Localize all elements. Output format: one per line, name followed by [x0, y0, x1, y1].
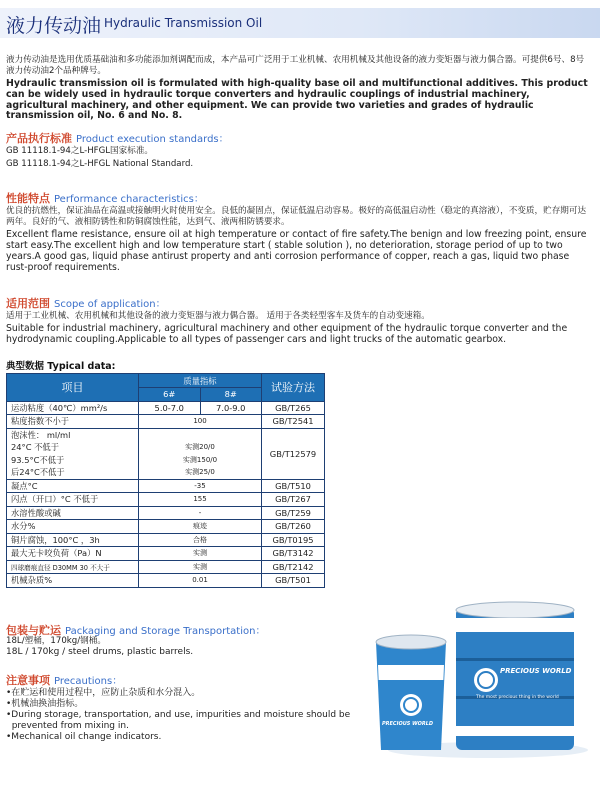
- precaution-line: •机械油换油指标。: [6, 699, 84, 709]
- precautions-title-en: Precautions：: [54, 676, 123, 687]
- row-item: 后24°C不低于: [7, 466, 139, 479]
- row-value: -: [139, 506, 262, 520]
- row-method: GB/T510: [262, 479, 325, 493]
- table-row: [7, 560, 325, 574]
- standards-title-en: Product execution standards：: [76, 134, 229, 145]
- table-row: [7, 401, 325, 415]
- table-row: [7, 493, 325, 507]
- table-head-8: 8#: [200, 388, 262, 402]
- row-item: 93.5°C不低于: [7, 454, 139, 467]
- table-row: [7, 533, 325, 547]
- row-item: 最大无卡咬负荷（Pa）N: [7, 547, 139, 561]
- standards-heading: [6, 130, 229, 146]
- precaution-line: prevented from mixing in.: [6, 721, 129, 731]
- row-method: GB/T3142: [262, 547, 325, 561]
- precaution-line: •在贮运和使用过程中，应防止杂质和水分混入。: [6, 688, 201, 698]
- row-value: 实测: [139, 547, 262, 561]
- standards-line-en: GB 11118.1-94之L-HFGL National Standard.: [6, 159, 194, 169]
- precautions-list: [6, 688, 356, 743]
- intro-cn: 液力传动油是选用优质基础油和多功能添加剂调配而成，本产品可广泛用于工业机械、农用机械及其他设备的液力变矩器与液力偶合器。可提供6号、8号液力传动油2个品种牌号。: [6, 55, 585, 76]
- row-value: 痕迹: [139, 520, 262, 534]
- row-value: [139, 428, 262, 441]
- precaution-line: •During storage, transportation, and use, impurities and moisture should be: [6, 710, 351, 720]
- row-item: 24°C 不低于: [7, 441, 139, 454]
- row-value: -35: [139, 479, 262, 493]
- application-heading: [6, 295, 166, 311]
- row-value: 155: [139, 493, 262, 507]
- row-value: 实测25/0: [139, 466, 262, 479]
- row-method: GB/T259: [262, 506, 325, 520]
- row-item: 四球磨痕直径 D30MM 30 不大于: [7, 560, 139, 574]
- row-method: GB/T2541: [262, 415, 325, 429]
- application-cn: 适用于工业机械、农用机械和其他设备的液力变矩器与液力偶合器。 适用于各类轻型客车及货车的自动变速箱。: [6, 311, 430, 321]
- row-value: 0.01: [139, 574, 262, 588]
- row-value-8: 7.0-9.0: [200, 401, 262, 415]
- table-row: [7, 520, 325, 534]
- drum-brand: PRECIOUS WORLD: [500, 667, 572, 675]
- drum-tagline: The most precious thing in the world: [476, 695, 559, 700]
- performance-heading: [6, 190, 204, 206]
- precautions-heading: [6, 672, 122, 688]
- application-en: Suitable for industrial machinery, agricultural machinery and other equipment of the hydraulic torque converter and the hydrodynamic coupling.Applicable to all types of passenger cars and light trucks of the automatic gearbox.: [6, 323, 568, 345]
- row-method: GB/T260: [262, 520, 325, 534]
- row-item: 粘度指数不小于: [7, 415, 139, 429]
- performance-cn: 优良的抗燃性，保证油品在高温或接触明火时使用安全。良低的凝固点，保证低温启动容易。极好的高低温启动性（稳定的真溶液），不变质，贮存期可达两年。良好的气、液相防锈性和防铜腐蚀性能，达到气、液两相防锈要求。: [6, 206, 587, 227]
- standards-line-cn: GB 11118.1-94之L-HFGL国家标准。: [6, 146, 154, 156]
- row-item: 机械杂质%: [7, 574, 139, 588]
- page-header: [0, 8, 600, 38]
- row-method: GB/T12579: [262, 428, 325, 479]
- application-title-cn: 适用范围: [6, 297, 50, 310]
- page-title-cn: 液力传动油: [6, 15, 102, 37]
- table-row: [7, 415, 325, 429]
- intro-en: Hydraulic transmission oil is formulated with high-quality base oil and multifunctional additives. This product can be widely used in hydraulic torque converters and hydraulic couplings of industrial machinery, agricultural machinery, and other equipment. We can provide two varieties and grades of hydraulic transmission oil, No. 6 and No. 8.: [6, 78, 588, 122]
- row-item: 凝点°C: [7, 479, 139, 493]
- standards-title-cn: 产品执行标准: [6, 132, 72, 145]
- table-row: [7, 428, 325, 441]
- performance-en: Excellent flame resistance, ensure oil at high temperature or contact of fire safety.The benign and low freezing point, ensure start easy.The excellent high and low temperature start ( stable solution ), no deterioration, storage period of up to two years.A good gas, liquid phase antirust property and anti corrosion performance of copper, reach a gas, liquid two phase rust-proof requirements.: [6, 229, 587, 273]
- table-row: [7, 479, 325, 493]
- typical-data-table: [6, 373, 325, 588]
- table-row: [7, 506, 325, 520]
- packaging-title-en: Packaging and Storage Transportation：: [65, 626, 266, 637]
- table-head-6: 6#: [139, 388, 201, 402]
- oil-containers-illustration: [368, 600, 588, 760]
- row-item: 铜片腐蚀，100°C ，3h: [7, 533, 139, 547]
- row-method: GB/T501: [262, 574, 325, 588]
- table-head-method: 试验方法: [262, 374, 325, 402]
- typical-data-title: 典型数据 Typical data:: [6, 361, 116, 372]
- row-item: 闪点（开口）°C 不低于: [7, 493, 139, 507]
- row-value: 实测150/0: [139, 454, 262, 467]
- table-head-item: 项目: [7, 374, 139, 402]
- pail-brand: PRECIOUS WORLD: [382, 721, 434, 727]
- row-item: 运动粘度（40℃）mm²/s: [7, 401, 139, 415]
- row-method: GB/T0195: [262, 533, 325, 547]
- row-value: 100: [139, 415, 262, 429]
- row-value-6: 5.0-7.0: [139, 401, 201, 415]
- row-method: GB/T265: [262, 401, 325, 415]
- performance-title-cn: 性能特点: [6, 192, 50, 205]
- packaging-title-cn: 包装与贮运: [6, 624, 61, 637]
- row-value: 实测: [139, 560, 262, 574]
- table-row: [7, 574, 325, 588]
- page-title-en: Hydraulic Transmission Oil: [104, 16, 263, 30]
- row-method: GB/T2142: [262, 560, 325, 574]
- row-value: 实测20/0: [139, 441, 262, 454]
- table-row: [7, 547, 325, 561]
- application-title-en: Scope of application：: [54, 299, 166, 310]
- row-value: 合格: [139, 533, 262, 547]
- packaging-en: 18L / 170kg / steel drums, plastic barrels.: [6, 647, 194, 657]
- packaging-cn: 18L/塑桶，170kg/钢桶。: [6, 636, 106, 646]
- row-item: 泡沫性： ml/ml: [7, 428, 139, 441]
- precautions-title-cn: 注意事项: [6, 674, 50, 687]
- performance-title-en: Performance characteristics：: [54, 194, 204, 205]
- row-item: 水分%: [7, 520, 139, 534]
- table-head-quality: 质量指标: [139, 374, 262, 388]
- precaution-line: •Mechanical oil change indicators.: [6, 732, 162, 742]
- row-item: 水溶性酸或碱: [7, 506, 139, 520]
- row-method: GB/T267: [262, 493, 325, 507]
- product-image: [368, 600, 588, 760]
